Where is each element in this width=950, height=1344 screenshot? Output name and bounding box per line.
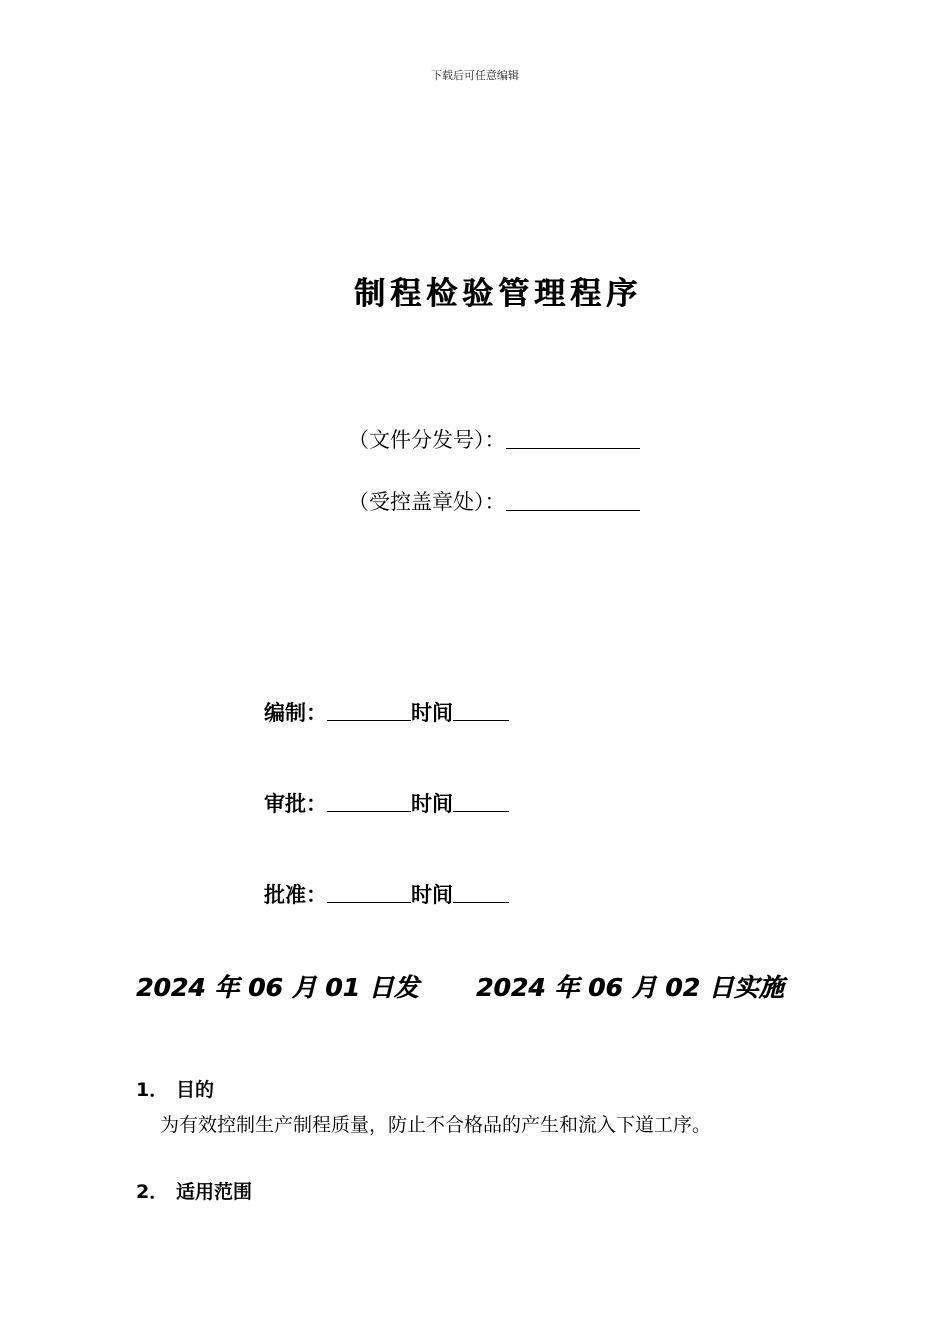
signoff-row-approve xyxy=(264,879,509,909)
controlled-stamp-line xyxy=(348,486,640,516)
signoff-row-compile xyxy=(264,697,509,727)
header-note: 下载后可任意编辑 xyxy=(431,69,519,82)
signoff-name-field[interactable] xyxy=(327,884,411,903)
signoff-time-label: 时间 xyxy=(411,883,453,907)
signoff-time-field[interactable] xyxy=(453,793,509,812)
file-number-line xyxy=(348,424,640,454)
signoff-name-field[interactable] xyxy=(327,702,411,721)
section-heading-purpose xyxy=(136,1075,214,1102)
file-number-label: （文件分发号）： xyxy=(348,428,506,452)
section-title: 适用范围 xyxy=(176,1181,253,1203)
section-heading-scope xyxy=(136,1177,252,1204)
section-number: 1． xyxy=(136,1079,169,1101)
section-number: 2． xyxy=(136,1181,169,1203)
controlled-stamp-field[interactable] xyxy=(506,490,640,511)
issue-date: 2024 年 06 月 01 日发 xyxy=(136,973,419,1002)
signoff-time-field[interactable] xyxy=(453,884,509,903)
effective-date: 2024 年 06 月 02 日实施 xyxy=(476,973,784,1002)
file-number-field[interactable] xyxy=(506,428,640,449)
signoff-name-field[interactable] xyxy=(327,793,411,812)
signoff-role: 批准： xyxy=(264,883,327,907)
document-title: 制程检验管理程序 xyxy=(354,276,642,312)
signoff-time-label: 时间 xyxy=(411,701,453,725)
signoff-time-label: 时间 xyxy=(411,792,453,816)
section-body-purpose: 为有效控制生产制程质量，防止不合格品的产生和流入下道工序。 xyxy=(160,1114,712,1136)
signoff-time-field[interactable] xyxy=(453,702,509,721)
signoff-role: 审批： xyxy=(264,792,327,816)
section-title: 目的 xyxy=(176,1079,215,1101)
signoff-role: 编制： xyxy=(264,701,327,725)
controlled-stamp-label: （受控盖章处）： xyxy=(348,490,506,514)
signoff-row-review xyxy=(264,788,509,818)
